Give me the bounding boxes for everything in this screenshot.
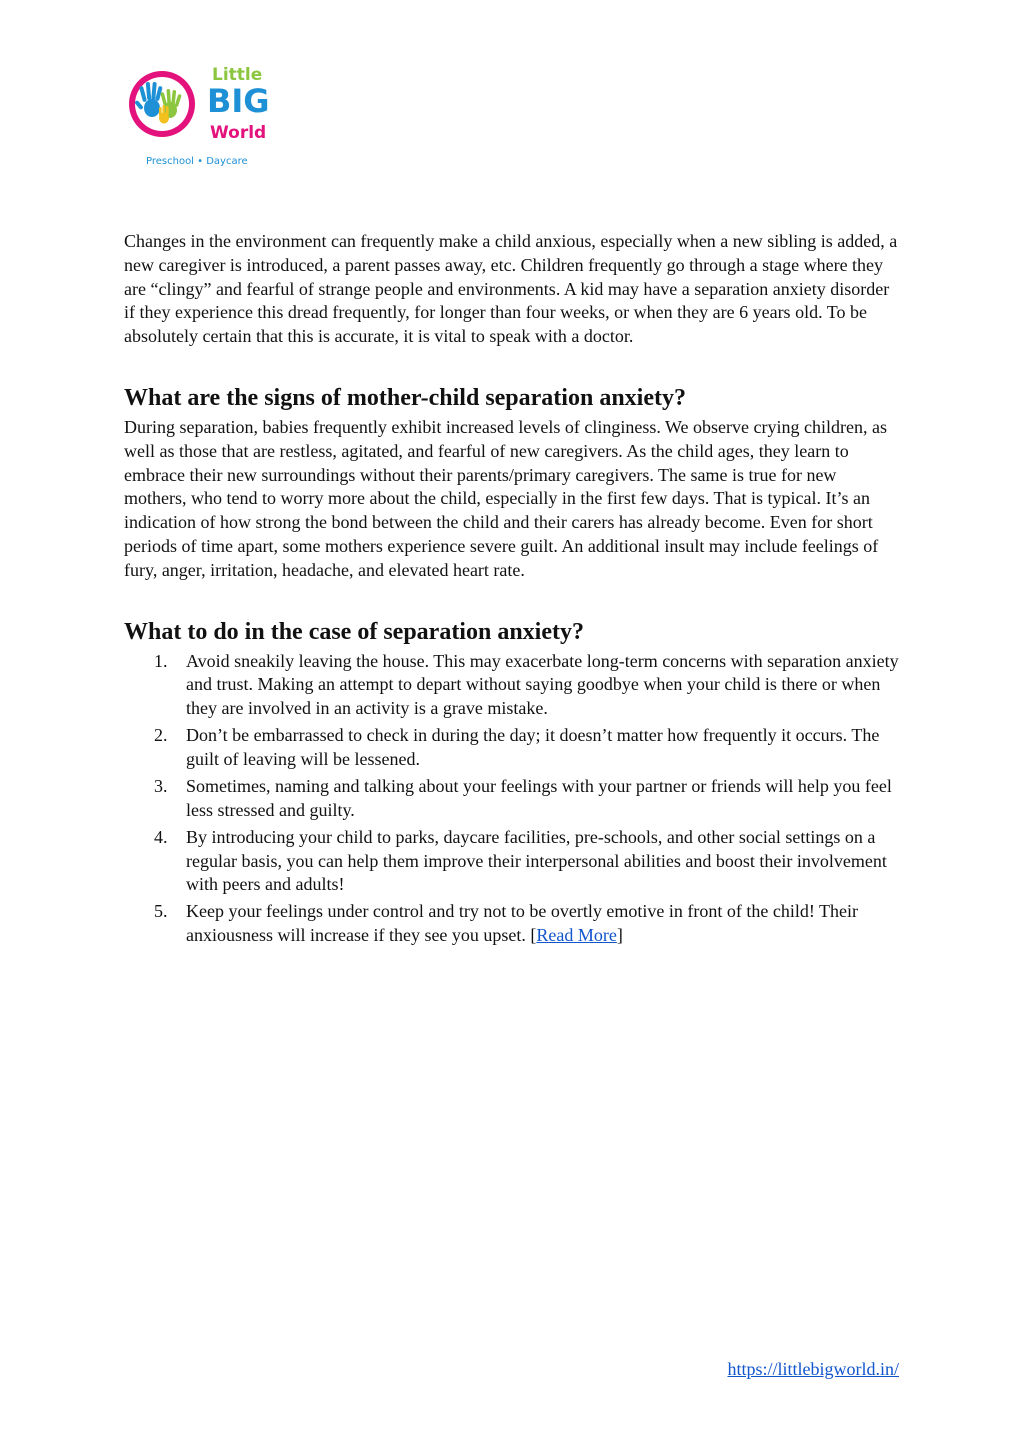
signs-heading: What are the signs of mother-child separation anxiety? bbox=[124, 384, 686, 411]
intro-paragraph: Changes in the environment can frequently make a child anxious, especially when a new sibling is added, a new caregiver is introduced, a parent passes away, etc. Children frequently go through a stage where they are “clingy” and fearful of strange people and environments. A kid may have a separation anxiety disorder if they experience this dread frequently, for longer than four weeks, or when they are 6 years old. To be absolutely certain that this is accurate, it is vital to speak with a doctor. bbox=[124, 231, 898, 347]
list-item-text: Sometimes, naming and talking about your feelings with your partner or friends will help you feel less stressed and guilty. bbox=[186, 775, 892, 820]
what-to-do-heading: What to do in the case of separation anxiety? bbox=[124, 618, 584, 645]
list-item bbox=[124, 826, 900, 897]
list-item-number: 4. bbox=[154, 826, 168, 847]
list-item-text: Don’t be embarrassed to check in during the day; it doesn’t matter how frequently it occurs. The guilt of leaving will be lessened. bbox=[186, 725, 880, 769]
footer-website-link[interactable]: https://littlebigworld.in/ bbox=[727, 1359, 899, 1379]
list-item bbox=[124, 900, 900, 948]
list-item-number: 1. bbox=[154, 650, 168, 671]
logo-word-little: Little bbox=[212, 65, 263, 85]
list-item bbox=[124, 724, 900, 772]
logo-graphic bbox=[124, 60, 284, 175]
little-big-world-logo bbox=[124, 60, 284, 175]
list-item bbox=[124, 775, 900, 823]
list-item-number: 2. bbox=[154, 725, 168, 746]
list-item-text: By introducing your child to parks, daycare facilities, pre-schools, and other social settings on a regular basis, you can help them improve their interpersonal abilities and boost their involvement with peers and adults! bbox=[186, 826, 887, 895]
list-item-text-closing: ] bbox=[616, 925, 623, 946]
yellow-hand-icon bbox=[159, 105, 169, 124]
logo-tagline: Preschool • Daycare bbox=[146, 156, 248, 167]
list-item-text: Keep your feelings under control and try not to be overtly emotive in front of the child! Their anxiousness will increase if they see you upset. [ bbox=[186, 901, 858, 946]
list-item-text: Avoid sneakily leaving the house. This may exacerbate long-term concerns with separation anxiety and trust. Making an attempt to depart without saying goodbye when your child is there or when they are involved in an activity is a grave mistake. bbox=[186, 650, 899, 719]
logo-word-big: BIG bbox=[207, 82, 270, 120]
what-to-do-list bbox=[124, 650, 900, 948]
list-item bbox=[124, 650, 900, 721]
list-item-number: 3. bbox=[154, 775, 168, 796]
logo-word-world: World bbox=[210, 123, 267, 143]
article-content bbox=[124, 230, 900, 951]
list-item-number: 5. bbox=[154, 901, 168, 922]
read-more-link[interactable]: Read More bbox=[536, 925, 617, 946]
signs-paragraph: During separation, babies frequently exhibit increased levels of clinginess. We observe crying children, as well as those that are restless, agitated, and fearful of new caregivers. As the child ages, they learn to embrace their new surroundings without their parents/primary caregivers. The same is true for new mothers, who tend to worry more about the child, especially in the first few days. That is typical. It’s an indication of how strong the bond between the child and their carers has already become. Even for short periods of time apart, some mothers experience severe guilt. An additional insult may include feelings of fury, anger, irritation, headache, and elevated heart rate. bbox=[124, 416, 887, 580]
